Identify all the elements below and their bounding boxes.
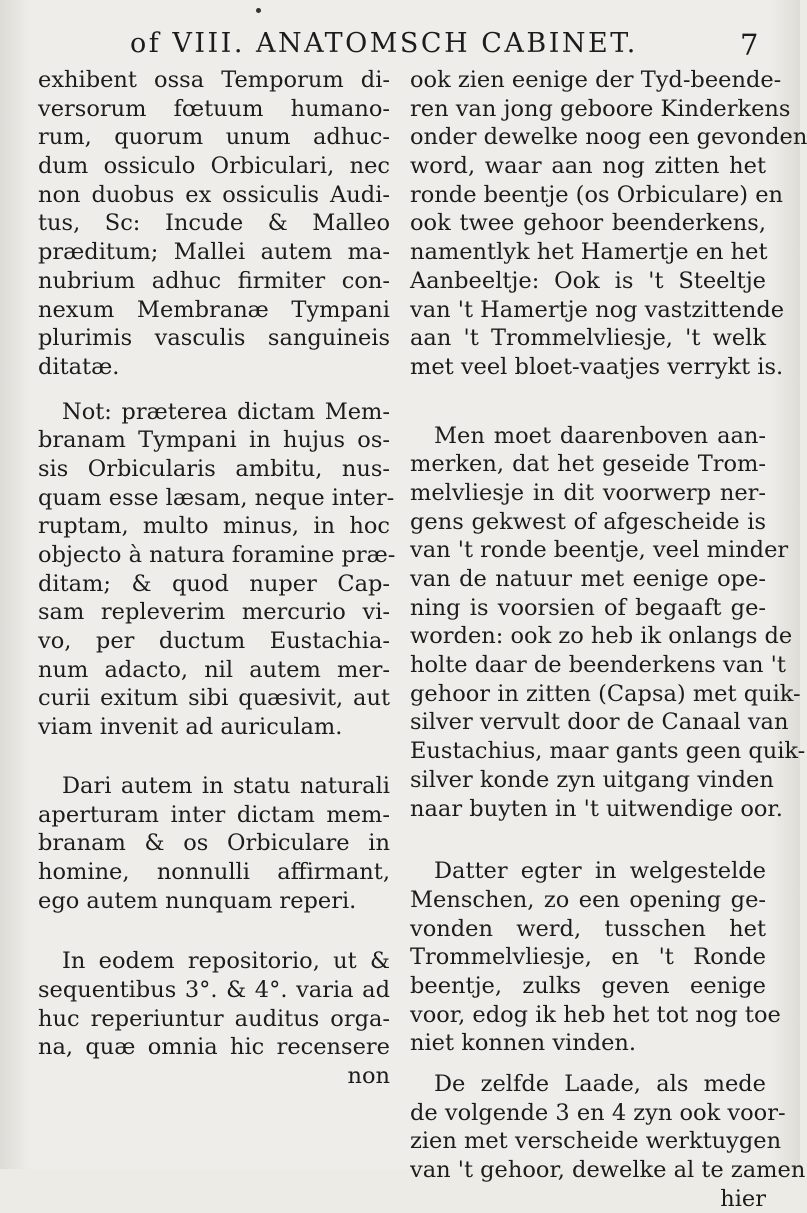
text-line: van 't gehoor, dewelke al te zamen	[410, 1157, 806, 1184]
text-line: beentje, zulks geven eenige	[410, 972, 766, 999]
text-line: merken, dat het geseide Trom-	[410, 451, 766, 478]
dutch-paragraph-4	[410, 1070, 806, 1213]
latin-paragraph-1	[38, 66, 390, 382]
text-line: branam Tympani in hujus os-	[38, 427, 390, 454]
text-line: vonden werd, tusschen het	[410, 915, 766, 942]
text-line: viam invenit ad auriculam.	[38, 714, 343, 741]
text-line: curii exitum sibi quæsivit, aut	[38, 685, 390, 712]
catchword: hier	[720, 1185, 766, 1212]
text-line: num adacto, nil autem mer-	[38, 656, 390, 683]
text-line: De zelfde Laade, als mede	[434, 1071, 766, 1097]
text-line: voor, edog ik heb het tot nog toe	[410, 1001, 781, 1028]
dutch-paragraph-3	[410, 857, 781, 1058]
text-line: ren van jong geboore Kinderkens	[410, 95, 791, 122]
text-line: ruptam, multo minus, in hoc	[38, 513, 390, 540]
text-line: niet konnen vinden.	[410, 1030, 637, 1057]
text-line: ook zien eenige der Tyd-beende-	[410, 67, 782, 93]
text-line: nexum Membranæ Tympani	[38, 296, 390, 323]
latin-paragraph-2	[38, 398, 396, 742]
text-line: melvliesje in dit voorwerp ner-	[410, 479, 766, 506]
text-line: branam & os Orbiculare in	[38, 830, 390, 857]
text-line: na, quæ omnia hic recensere	[38, 1034, 390, 1061]
text-line: sequentibus 3°. & 4°. varia ad	[38, 976, 390, 1003]
text-line: Eustachius, maar gants geen quik-	[410, 738, 806, 765]
text-line: namentlyk het Hamertje en het	[410, 239, 768, 266]
text-line: nubrium adhuc firmiter con-	[38, 267, 390, 294]
text-line: holte daar de beenderkens van 't	[410, 652, 786, 679]
running-head: of VIII. ANATOMSCH CABINET.	[130, 28, 638, 59]
page-number: 7	[740, 28, 759, 62]
text-line: rum, quorum unum adhuc-	[38, 124, 390, 151]
ink-spot	[256, 8, 261, 13]
text-line: plurimis vasculis sanguineis	[38, 325, 390, 352]
text-line: Not: præterea dictam Mem-	[62, 398, 390, 425]
text-line: de volgende 3 en 4 zyn ook voor-	[410, 1099, 786, 1126]
dutch-paragraph-2	[410, 422, 806, 824]
text-line: sam repleverim mercurio vi-	[38, 599, 390, 626]
text-line: ditam; & quod nuper Cap-	[38, 570, 390, 597]
latin-paragraph-4	[38, 947, 390, 1090]
text-line: van de natuur met eenige ope-	[410, 566, 766, 592]
latin-column	[38, 66, 396, 1091]
text-line: vo, per ductum Eustachia-	[38, 628, 390, 655]
text-line: homine, nonnulli affirmant,	[38, 858, 390, 885]
text-line: gehoor in zitten (Capsa) met quik-	[410, 680, 801, 707]
text-line: met veel bloet-vaatjes verrykt is.	[410, 353, 784, 380]
text-line: exhibent ossa Temporum di-	[38, 67, 390, 93]
text-line: Menschen, zo een opening ge-	[410, 886, 766, 913]
text-line: naar buyten in 't uitwendige oor.	[410, 795, 783, 822]
text-line: huc reperiuntur auditus orga-	[38, 1005, 390, 1032]
text-line: gens gekwest of afgescheide is	[410, 508, 766, 535]
text-line: ook twee gehoor beenderkens,	[410, 210, 766, 237]
text-line: Men moet daarenboven aan-	[434, 422, 766, 449]
dutch-column	[410, 66, 807, 1213]
text-line: silver vervult door de Canaal van	[410, 709, 789, 736]
text-line: ning is voorsien of begaaft ge-	[410, 594, 766, 621]
text-line: ditatæ.	[38, 353, 120, 380]
catchword: non	[347, 1063, 390, 1089]
text-line: silver konde zyn uitgang vinden	[410, 766, 774, 793]
text-line: In eodem repositorio, ut &	[62, 948, 390, 975]
text-line: ego autem nunquam reperi.	[38, 887, 357, 914]
text-line: worden: ook zo heb ik onlangs de	[410, 623, 793, 650]
text-line: van 't ronde beentje, veel minder	[410, 537, 789, 564]
text-line: Aanbeeltje: Ook is 't Steeltje	[410, 267, 766, 294]
text-line: word, waar aan nog zitten het	[410, 153, 766, 180]
text-line: versorum fœtuum humano-	[38, 95, 390, 122]
text-line: tus, Sc: Incude & Malleo	[38, 210, 390, 237]
latin-paragraph-3	[38, 772, 390, 915]
text-line: van 't Hamertje nog vastzittende	[410, 296, 785, 323]
text-line: zien met verscheide werktuygen	[410, 1128, 782, 1155]
text-line: non duobus ex ossiculis Audi-	[38, 181, 390, 208]
text-line: præditum; Mallei autem ma-	[38, 239, 390, 266]
text-line: objecto à natura foramine præ-	[38, 542, 396, 568]
text-line: Dari autem in statu naturali	[62, 772, 390, 799]
text-line: aperturam inter dictam mem-	[38, 801, 390, 828]
text-line: aan 't Trommelvliesje, 't welk	[410, 325, 766, 352]
text-line: dum ossiculo Orbiculari, nec	[38, 153, 390, 180]
text-line: sis Orbicularis ambitu, nus-	[38, 455, 390, 482]
dutch-paragraph-1	[410, 66, 807, 382]
text-line: quam esse læsam, neque inter-	[38, 484, 395, 511]
text-line: onder dewelke noog een gevonden	[410, 124, 807, 151]
page-header	[0, 28, 800, 68]
text-line: Trommelvliesje, en 't Ronde	[410, 944, 766, 971]
text-line: Datter egter in welgestelde	[434, 858, 766, 885]
text-line: ronde beentje (os Orbiculare) en	[410, 181, 784, 208]
